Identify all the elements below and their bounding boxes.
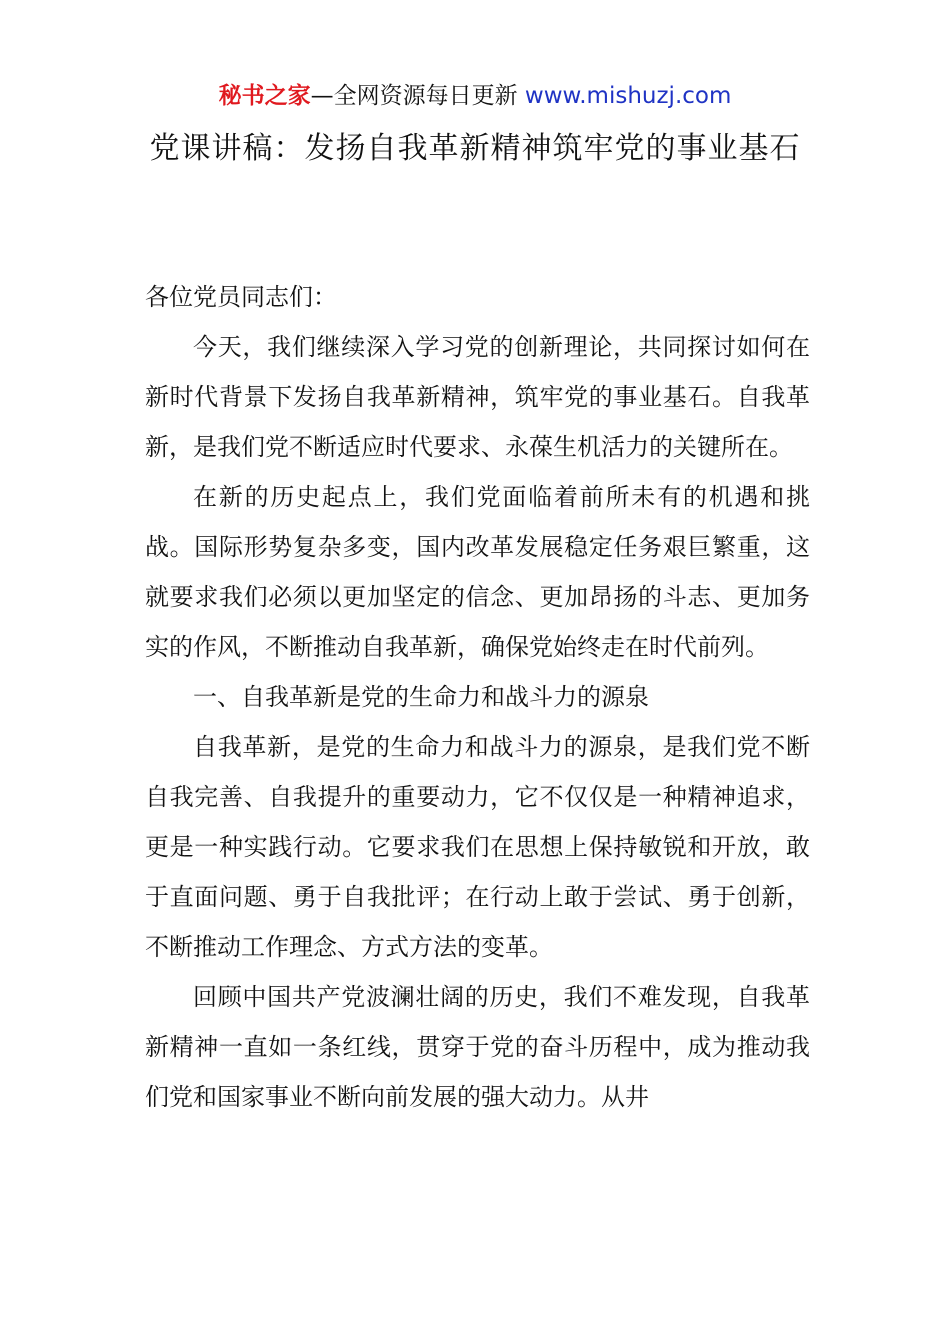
section-paragraph-2: 回顾中国共产党波澜壮阔的历史，我们不难发现，自我革新精神一直如一条红线，贯穿于党的奋斗历程中，成为推动我们党和国家事业不断向前发展的强大动力。从井 — [145, 983, 810, 1111]
paragraph-1: 今天，我们继续深入学习党的创新理论，共同探讨如何在新时代背景下发扬自我革新精神，筑牢党的事业基石。自我革新，是我们党不断适应时代要求、永葆生机活力的关键所在。 — [145, 333, 810, 461]
document-body — [145, 272, 810, 1122]
document-title: 党课讲稿：发扬自我革新精神筑牢党的事业基石 — [149, 131, 801, 166]
site-header — [0, 80, 950, 112]
site-tagline: —全网资源每日更新 — [310, 83, 525, 109]
paragraph-2: 在新的历史起点上，我们党面临着前所未有的机遇和挑战。国际形势复杂多变，国内改革发展稳定任务艰巨繁重，这就要求我们必须以更加坚定的信念、更加昂扬的斗志、更加务实的作风，不断推动自我革新，确保党始终走在时代前列。 — [145, 483, 810, 661]
section-heading: 一、自我革新是党的生命力和战斗力的源泉 — [193, 683, 649, 711]
salutation: 各位党员同志们： — [145, 283, 337, 311]
site-brand: 秘书之家 — [218, 83, 311, 109]
site-url-link[interactable]: www.mishuzj.com — [524, 83, 732, 109]
section-paragraph-1: 自我革新，是党的生命力和战斗力的源泉，是我们党不断自我完善、自我提升的重要动力，它不仅仅是一种精神追求，更是一种实践行动。它要求我们在思想上保持敏锐和开放，敢于直面问题、勇于自我批评；在行动上敢于尝试、勇于创新，不断推动工作理念、方式方法的变革。 — [145, 733, 810, 961]
